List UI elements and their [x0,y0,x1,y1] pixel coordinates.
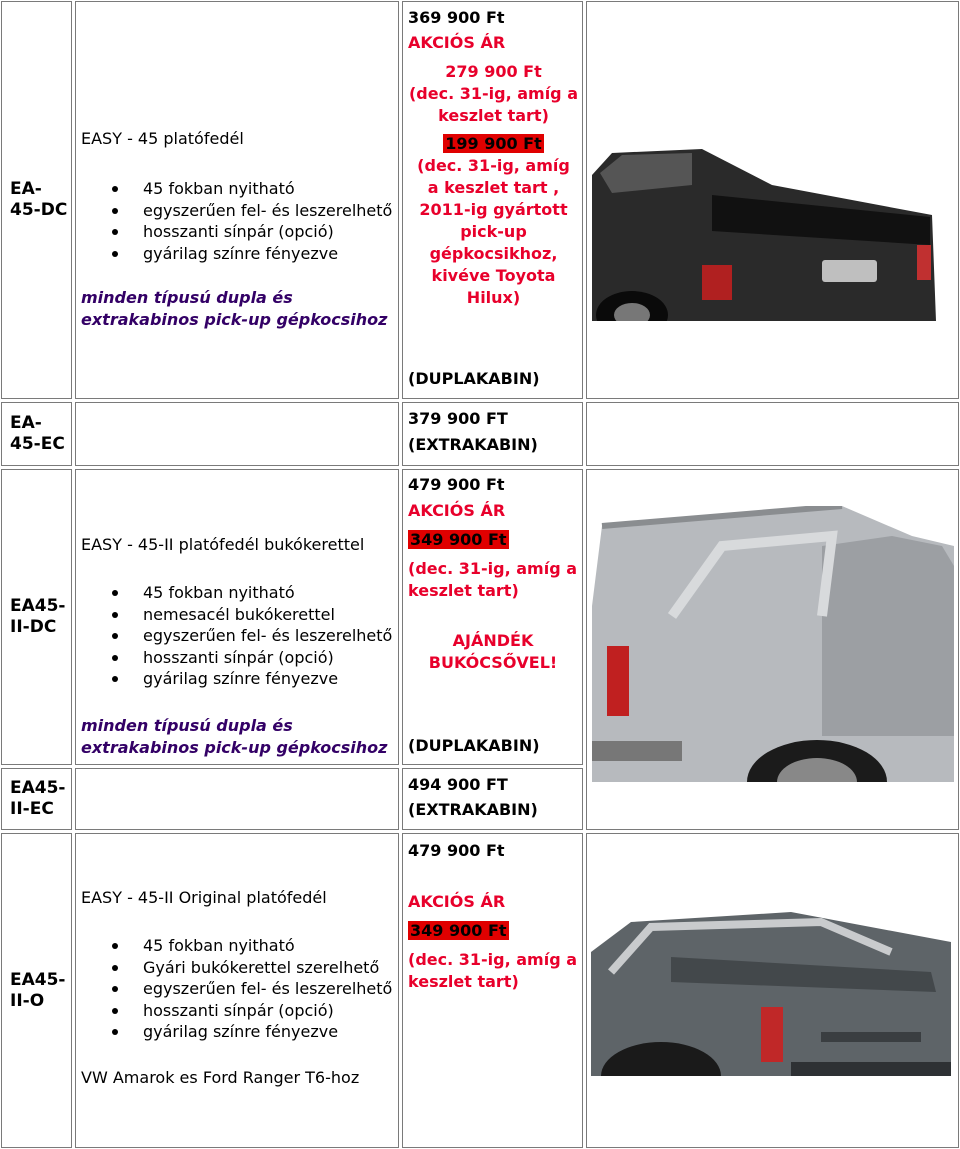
regular-price: 369 900 Ft [408,8,505,27]
product-title: EASY - 45 platófedél [81,129,244,148]
feature-item: hosszanti sínpár (opció) [76,1000,400,1022]
feature-list [76,935,400,1043]
feature-list [76,582,400,690]
image-cell [586,469,959,830]
cab-type-label: (DUPLAKABIN) [408,369,540,388]
price-cell [402,768,583,830]
special-price: 199 900 Ft [445,134,542,153]
feature-item: egyszerűen fel- és leszerelhető [76,978,400,1000]
feature-item: 45 fokban nyitható [76,935,400,957]
description-cell [75,402,399,466]
extracab-price: 379 900 FT [408,409,508,428]
code-cell [1,402,72,466]
akcio-label: AKCIÓS ÁR [408,501,506,520]
code-cell [1,768,72,830]
regular-price: 479 900 Ft [408,841,505,860]
gift-note: AJÁNDÉK BUKÓCSŐVEL! [428,631,558,672]
feature-list [76,178,400,264]
extracab-price: 494 900 FT [408,775,508,794]
feature-item: Gyári bukókerettel szerelhető [76,957,400,979]
product-code: EA- 45-DC [10,179,68,220]
price-cell [402,833,583,1148]
akcio-label: AKCIÓS ÁR [408,33,506,52]
product-code: EA45- II-EC [10,778,66,819]
product-title: EASY - 45-II Original platófedél [81,888,327,907]
description-cell [75,469,399,765]
product-title: EASY - 45-II platófedél bukókerettel [81,535,365,554]
akcio-label: AKCIÓS ÁR [408,892,506,911]
feature-item: gyárilag színre fényezve [76,668,400,690]
product-code: EA45- II-DC [10,596,66,637]
feature-item: hosszanti sínpár (opció) [76,221,400,243]
product-code: EA45- II-O [10,969,66,1011]
regular-price: 479 900 Ft [408,475,505,494]
special-note: (dec. 31-ig, amíg a keszlet tart , 2011-ig gyártott pick-up gépkocsikhoz, kivéve Toyota Hilux) [417,156,570,307]
feature-item: hosszanti sínpár (opció) [76,647,400,669]
feature-item: nemesacél bukókerettel [76,604,400,626]
feature-item: gyárilag színre fényezve [76,243,400,265]
ford-ranger-cover-photo [591,912,951,1076]
special-price: 349 900 Ft [410,921,507,940]
image-cell [586,1,959,399]
cab-type-label: (EXTRAKABIN) [408,435,538,454]
code-cell [1,469,72,765]
akcio-note: (dec. 31-ig, amíg a keszlet tart) [408,84,578,125]
description-cell [75,768,399,830]
special-price: 349 900 Ft [410,530,507,549]
price-cell [402,469,583,765]
price-cell [402,402,583,466]
price-cell [402,1,583,399]
black-pickup-hardtop-photo [592,145,936,321]
feature-item: gyárilag színre fényezve [76,1021,400,1043]
code-cell [1,833,72,1148]
akcio-note: (dec. 31-ig, amíg a keszlet tart) [408,559,578,600]
code-cell [1,1,72,399]
image-cell [586,833,959,1148]
akcio-price: 279 900 Ft [445,62,542,81]
product-code: EA- 45-EC [10,413,65,454]
feature-item: 45 fokban nyitható [76,582,400,604]
cab-type-label: (EXTRAKABIN) [408,800,538,819]
feature-item: 45 fokban nyitható [76,178,400,200]
compatibility-note: minden típusú dupla és extrakabinos pick-up gépkocsihoz [81,288,388,329]
akcio-note: (dec. 31-ig, amíg a keszlet tart) [408,950,578,991]
compatibility-note: minden típusú dupla és extrakabinos pick-up gépkocsihoz [81,716,388,757]
silver-pickup-rollbar-photo [592,506,954,782]
description-cell [75,833,399,1148]
feature-item: egyszerűen fel- és leszerelhető [76,625,400,647]
description-cell [75,1,399,399]
feature-item: egyszerűen fel- és leszerelhető [76,200,400,222]
cab-type-label: (DUPLAKABIN) [408,736,540,755]
image-cell [586,402,959,466]
compatibility-note: VW Amarok es Ford Ranger T6-hoz [81,1068,360,1087]
